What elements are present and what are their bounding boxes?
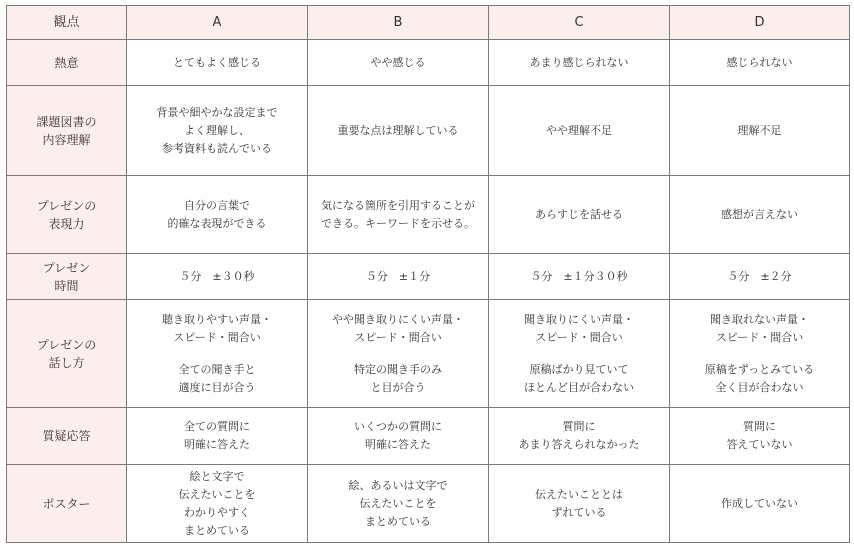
cell-text-line: 全ての聞き手と [178,362,256,376]
cell-text-line: 気になる箇所を引用することが [321,198,475,212]
grade-d-cell [670,254,850,300]
cell-text-line: 時間 [54,278,79,293]
grade-a-cell [127,176,308,254]
cell-text-line: スピード・間合い [173,330,261,344]
cell-text-line: 明確に答えた [184,438,250,451]
cell-text-line: 伝えたいこととは [535,487,623,501]
cell-text-line: ５分 ±１分３０秒 [530,269,628,283]
cell-text-line: 話し方 [48,355,85,370]
grade-b-cell [308,176,489,254]
criterion-cell [7,86,127,176]
cell-text-line: 聞き取れない声量・ [710,312,809,326]
header-criteria: 観点 [7,6,127,40]
table-row [7,300,850,408]
grade-d-cell [670,86,850,176]
cell-text-line: 伝えたいことを [359,496,437,510]
cell-text-line: 聞き取りにくい声量・ [524,312,634,326]
criterion-cell [7,176,127,254]
cell-text-line: 的確な表現ができる [167,216,267,230]
criterion-cell [7,40,127,86]
header-grade-c: C [489,6,670,40]
cell-text-line: 内容理解 [42,132,91,147]
grade-a-cell [127,408,308,465]
grade-c-cell [489,40,670,86]
cell-text-line: ほとんど目が合わない [524,380,634,394]
cell-text-line: できる。キーワードを示せる。 [321,216,475,230]
cell-text-line: とてもよく感じる [173,55,261,69]
grade-d-cell [670,300,850,408]
paragraph-gap [491,347,667,361]
cell-text-line: 絵と文字で [189,469,245,483]
cell-text-line: 原稿ばかり見ていて [529,362,629,376]
cell-text-line: 特定の聞き手のみ [354,362,442,376]
grade-a-cell [127,86,308,176]
cell-text-line: 全く目が合わない [715,380,804,394]
cell-text-line: 自分の言葉で [184,198,250,212]
table-row [7,176,850,254]
rubric-body [7,40,850,543]
table-row [7,408,850,465]
cell-text-line: プレゼンの [36,337,97,352]
cell-text-line: ポスター [42,496,91,511]
cell-text-line: 参考資料も読んでいる [162,141,272,155]
table-row [7,465,850,543]
cell-text-line: と目が合う [370,380,426,394]
grade-c-cell [489,408,670,465]
cell-text-line: 感じられない [726,55,793,69]
cell-text-line: 質疑応答 [42,429,91,443]
cell-text-line: ５分 ±２分 [727,269,792,283]
grade-d-cell [670,176,850,254]
grade-c-cell [489,465,670,543]
grade-a-cell [127,40,308,86]
cell-text-line: 全ての質問に [184,420,250,433]
cell-text-line: 明確に答えた [365,438,431,451]
cell-text-line: ５分 ±１分 [365,269,431,283]
grade-b-cell [308,300,489,408]
grade-b-cell [308,254,489,300]
grade-c-cell [489,300,670,408]
grade-b-cell [308,40,489,86]
header-grade-d: D [670,6,850,40]
cell-text-line: いくつかの質問に [354,420,442,433]
grade-d-cell [670,408,850,465]
grade-d-cell [670,465,850,543]
header-row [7,6,850,40]
cell-text-line: 熱意 [54,55,79,70]
criterion-cell [7,465,127,543]
paragraph-gap [129,347,305,361]
cell-text-line: プレゼン [42,260,91,275]
grade-c-cell [489,86,670,176]
cell-text-line: 課題図書の [36,114,97,129]
grade-c-cell [489,254,670,300]
cell-text-line: あまり感じられない [529,55,629,69]
criterion-cell [7,254,127,300]
cell-text-line: 感想が言えない [721,207,798,221]
cell-text-line: 理解不足 [737,123,782,137]
table-row [7,40,850,86]
grade-a-cell [127,300,308,408]
cell-text-line: やや聞き取りにくい声量・ [332,312,464,326]
paragraph-gap [672,347,847,361]
grade-c-cell [489,176,670,254]
cell-text-line: 質問に [743,420,776,433]
header-grade-b: B [308,6,489,40]
cell-text-line: プレゼンの [36,198,97,213]
table-row [7,86,850,176]
cell-text-line: 作成していない [721,496,798,510]
cell-text-line: あらすじを話せる [535,207,623,221]
grade-b-cell [308,408,489,465]
cell-text-line: 原稿をずっとみている [704,362,815,376]
cell-text-line: 表現力 [48,216,85,231]
evaluation-rubric-table [6,5,850,543]
cell-text-line: まとめている [365,514,431,528]
cell-text-line: やや感じる [370,55,426,69]
cell-text-line: あまり答えられなかった [518,438,640,451]
cell-text-line: ずれている [551,505,607,519]
grade-d-cell [670,40,850,86]
cell-text-line: 聴き取りやすい声量・ [162,312,272,326]
cell-text-line: ５分 ±３０秒 [179,269,255,283]
cell-text-line: 答えていない [726,438,793,451]
cell-text-line: 質問に [562,420,596,433]
grade-a-cell [127,254,308,300]
cell-text-line: 適度に目が合う [178,380,256,394]
cell-text-line: スピード・間合い [354,330,442,344]
criterion-cell [7,408,127,465]
cell-text-line: やや理解不足 [546,123,612,137]
cell-text-line: 背景や細やかな設定まで [156,105,278,119]
cell-text-line: スピード・間合い [715,330,804,344]
grade-b-cell [308,465,489,543]
cell-text-line: 絵、あるいは文字で [348,478,448,492]
cell-text-line: まとめている [184,523,250,537]
header-grade-a: A [127,6,308,40]
cell-text-line: よく理解し、 [184,123,250,137]
criterion-cell [7,300,127,408]
table-row [7,254,850,300]
cell-text-line: 重要な点は理解している [337,123,459,137]
cell-text-line: スピード・間合い [535,330,623,344]
paragraph-gap [310,347,486,361]
cell-text-line: わかりやすく [184,505,250,519]
grade-a-cell [127,465,308,543]
cell-text-line: 伝えたいことを [178,487,256,501]
grade-b-cell [308,86,489,176]
